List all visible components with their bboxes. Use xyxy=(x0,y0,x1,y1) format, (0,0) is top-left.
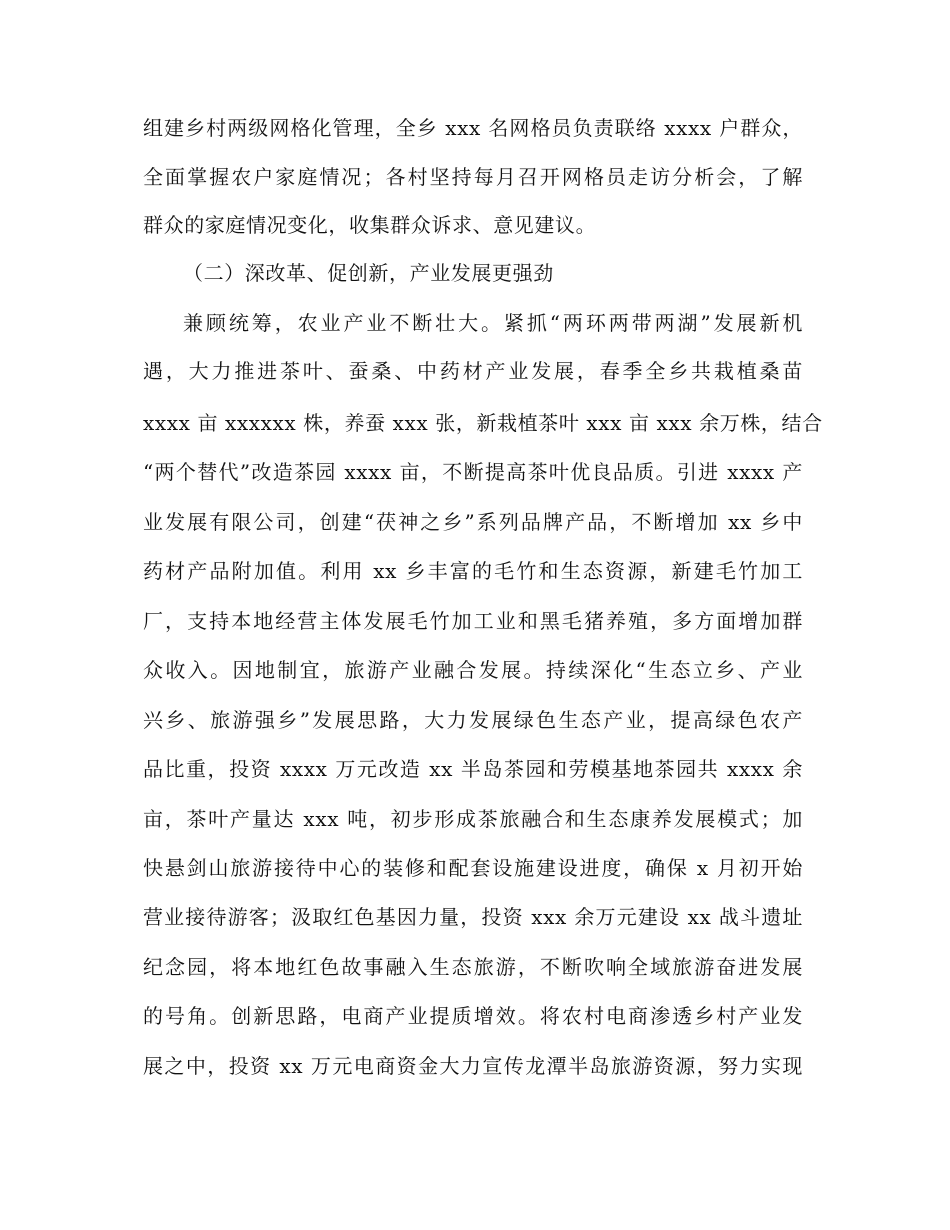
section-heading: （二）深改革、促创新，产业发展更强劲 xyxy=(183,261,554,285)
body-text-line: 众收入。因地制宜，旅游产业融合发展。持续深化“生态立乡、产业 xyxy=(143,658,803,682)
body-text-line: 的号角。创新思路，电商产业提质增效。将农村电商渗透乡村产业发 xyxy=(143,1004,803,1028)
body-text-line: 业发展有限公司，创建“茯神之乡”系列品牌产品，不断增加 xx 乡中 xyxy=(143,510,803,534)
body-text-line: 兴乡、旅游强乡”发展思路，大力发展绿色生态产业，提高绿色农产 xyxy=(143,708,803,732)
body-text-line: 厂，支持本地经营主体发展毛竹加工业和黑毛猪养殖，多方面增加群 xyxy=(143,609,803,633)
body-text-line: 群众的家庭情况变化，收集群众诉求、意见建议。 xyxy=(143,213,597,237)
body-text-line: 全面掌握农户家庭情况；各村坚持每月召开网格员走访分析会，了解 xyxy=(143,165,803,189)
body-text-line: 快悬剑山旅游接待中心的装修和配套设施建设进度，确保 x 月初开始 xyxy=(143,856,803,880)
body-text-line: 营业接待游客；汲取红色基因力量，投资 xxx 余万元建设 xx 战斗遗址 xyxy=(143,905,803,929)
body-text-line: 展之中，投资 xx 万元电商资金大力宣传龙潭半岛旅游资源，努力实现 xyxy=(143,1054,803,1078)
body-text-line: xxxx 亩 xxxxxx 株，养蚕 xxx 张，新栽植茶叶 xxx 亩 xxx 余万株，结合 xyxy=(143,411,823,435)
body-text-line: 品比重，投资 xxxx 万元改造 xx 半岛茶园和劳模基地茶园共 xxxx 余 xyxy=(143,757,803,781)
body-text-line: 纪念园，将本地红色故事融入生态旅游，不断吹响全域旅游奋进发展 xyxy=(143,955,803,979)
body-text-line: 药材产品附加值。利用 xx 乡丰富的毛竹和生态资源，新建毛竹加工 xyxy=(143,559,803,583)
body-text-line: “两个替代”改造茶园 xxxx 亩，不断提高茶叶优良品质。引进 xxxx 产 xyxy=(143,460,803,484)
body-text-line: 遇，大力推进茶叶、蚕桑、中药材产业发展，春季全乡共栽植桑苗 xyxy=(143,359,803,383)
paragraph-first-line: 兼顾统筹，农业产业不断壮大。紧抓“两环两带两湖”发展新机 xyxy=(183,311,803,335)
body-text-line: 亩，茶叶产量达 xxx 吨，初步形成茶旅融合和生态康养发展模式；加 xyxy=(143,807,803,831)
body-text-line: 组建乡村两级网格化管理，全乡 xxx 名网格员负责联络 xxxx 户群众， xyxy=(143,116,803,140)
